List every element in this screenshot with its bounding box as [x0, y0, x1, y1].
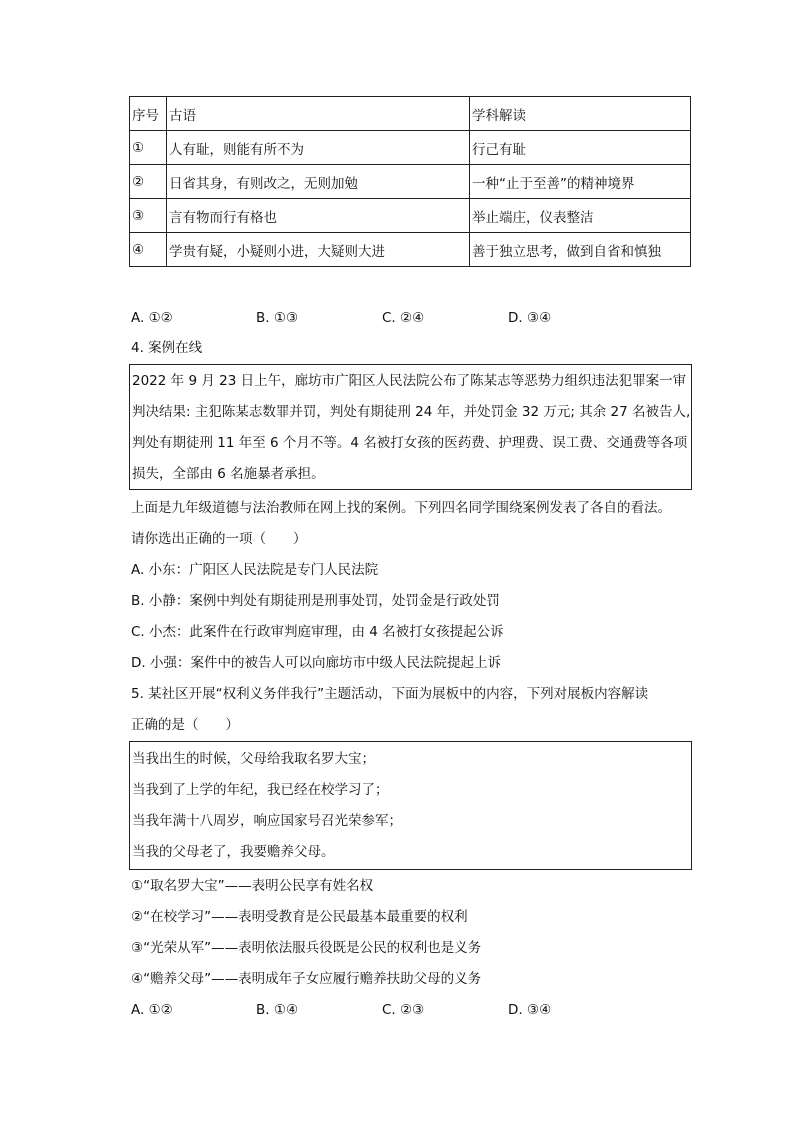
exhibition-board-box: [129, 741, 692, 870]
board-line: 当我年满十八周岁，响应国家号召光荣参军；: [132, 813, 402, 829]
table-cell: 一种“止于至善”的精神境界: [470, 165, 691, 199]
q5-stem-line: 5. 某社区开展“权利义务伴我行”主题活动，下面为展板中的内容，下列对展板内容解读: [131, 686, 649, 702]
q5-option-d: D. ③④: [508, 1002, 552, 1018]
case-line: 损失，全部由 6 名施暴者承担。: [132, 466, 325, 482]
case-line: 判决结果: 主犯陈某志数罪并罚，判处有期徒刑 24 年，并处罚金 32 万元; 其余 27 名被告人,: [132, 404, 691, 420]
table-cell: ④: [130, 233, 167, 267]
q5-statement: ①“取名罗大宝”——表明公民享有姓名权: [131, 878, 374, 894]
header-index: 序号: [130, 97, 167, 131]
q4-option-b: B. 小静：案例中判处有期徒刑是刑事处罚，处罚金是行政处罚: [131, 593, 500, 609]
q3-option-c: C. ②④: [382, 310, 425, 326]
q4-option-c: C. 小杰：此案件在行政审判庭审理，由 4 名被打女孩提起公诉: [131, 624, 504, 640]
q4-option-d: D. 小强：案件中的被告人可以向廊坊市中级人民法院提起上诉: [131, 655, 501, 671]
table-cell: ①: [130, 131, 167, 165]
table-cell: 行己有耻: [470, 131, 691, 165]
table-cell: 日省其身，有则改之，无则加勉: [167, 165, 470, 199]
table-row: [130, 131, 691, 165]
table-cell: 举止端庄，仪表整洁: [470, 199, 691, 233]
case-line: 判处有期徒刑 11 年至 6 个月不等。4 名被打女孩的医药费、护理费、误工费、交通费等各项: [132, 435, 688, 451]
q5-stem-line: 正确的是（ ）: [131, 717, 239, 733]
board-line: 当我的父母老了，我要赡养父母。: [132, 844, 335, 860]
case-line: 2022 年 9 月 23 日上午，廊坊市广阳区人民法院公布了陈某志等恶势力组织违法犯罪案一审: [132, 373, 687, 389]
q5-option-b: B. ①④: [256, 1002, 299, 1018]
table-cell: 善于独立思考，做到自省和慎独: [470, 233, 691, 267]
table-cell: ③: [130, 199, 167, 233]
board-line: 当我出生的时候，父母给我取名罗大宝；: [132, 751, 375, 767]
q5-option-c: C. ②③: [382, 1002, 425, 1018]
board-line: 当我到了上学的年纪，我已经在校学习了；: [132, 782, 389, 798]
q4-stem-line: 请你选出正确的一项（ ）: [131, 531, 307, 547]
header-interpretation: 学科解读: [470, 97, 691, 131]
q5-statement: ④“赡养父母”——表明成年子女应履行赡养扶助父母的义务: [131, 971, 482, 987]
table-cell: 人有耻，则能有所不为: [167, 131, 470, 165]
table-row: [130, 233, 691, 267]
q4-option-a: A. 小东：广阳区人民法院是专门人民法院: [131, 562, 379, 578]
q3-option-a: A. ①②: [131, 310, 173, 326]
table-header-row: [130, 97, 691, 131]
table-cell: 学贵有疑，小疑则小进，大疑则大进: [167, 233, 470, 267]
table-cell: 言有物而行有格也: [167, 199, 470, 233]
table-row: [130, 165, 691, 199]
q3-option-d: D. ③④: [508, 310, 552, 326]
table-row: [130, 199, 691, 233]
ancient-sayings-table: [129, 96, 691, 267]
q5-option-a: A. ①②: [131, 1002, 173, 1018]
table-cell: ②: [130, 165, 167, 199]
case-box: [129, 364, 692, 490]
q5-statement: ②“在校学习”——表明受教育是公民最基本最重要的权利: [131, 909, 468, 925]
header-saying: 古语: [167, 97, 470, 131]
q5-statement: ③“光荣从军”——表明依法服兵役既是公民的权利也是义务: [131, 940, 482, 956]
q4-title: 4. 案例在线: [131, 340, 203, 356]
q4-stem-line: 上面是九年级道德与法治教师在网上找的案例。下列四名同学围绕案例发表了各自的看法。: [131, 500, 671, 516]
q3-option-b: B. ①③: [256, 310, 299, 326]
